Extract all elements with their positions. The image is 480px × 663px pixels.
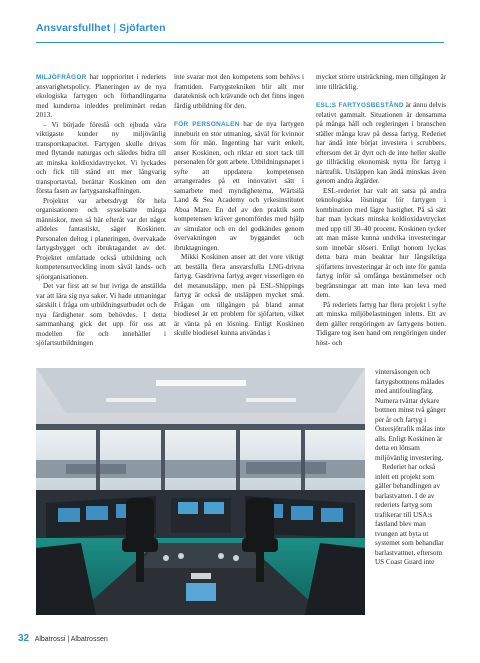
paragraph: Rederiet har också inlett ett projekt som gäller behandlingen av barlastvatten. I de av rederiets fartyg som trafikerar till USA:s fastland blev man tvungen att byta ut systemet som behandlar barlastvattnet, eftersom US Coast Guard inte xyxy=(375,463,444,566)
text-column-2 xyxy=(174,73,304,339)
paragraph: ESL-rederiet har valt att satsa på andra teknologiska lösningar för fartygen i kombination med lägre hastighet. På så sätt har man lyckats minska koldioxidavtrycket med upp till 30–40 procent. Koskinen tycker att man måste kunna undvika investeringar som innebär slöseri. Enligt honom lyckas detta bara man beaktar hur långsiktiga sjöfartens investeringar är och inte för gamla fartyg inför så omfånga bestämmelser och begränsningar att man inte kan leva med dem. xyxy=(316,186,446,299)
paragraph: Projektet var arbetsdrygt för hela organisationen och sysselsatte många människor, men så här efteråt var det något alldeles fantastiskt, säger Koskinen. Personalen deltog i planeringen, övervakade fartygsbygget och ibruktagandet av det. Projektet omfattade också utbildning och kompetensutveckling inom såväl lands- och sjöorganisationen. xyxy=(36,196,166,281)
text-column-1 xyxy=(36,73,166,349)
magazine-name-swedish: Albatrossen xyxy=(70,636,108,643)
header-separator: | xyxy=(113,22,117,34)
footer-separator: | xyxy=(67,636,70,643)
page-number: 32 xyxy=(18,633,30,644)
lead-in-fartygsbestand: ESL:S FARTYGSBESTÅND xyxy=(316,102,404,109)
section-header xyxy=(36,22,166,34)
header-rule xyxy=(36,42,444,43)
magazine-name: Albatrossi xyxy=(34,636,66,643)
paragraph: På rederiets fartyg har flera projekt i syfte att minska miljöbelastningen inletts. Ett av dem gäller rengöringen av fartygens botten. Tidigare tog isen hand om rengöringen under höst- och xyxy=(316,300,446,347)
lead-in-personalen: FÖR PERSONALEN xyxy=(174,121,240,128)
topic-label: Sjöfarten xyxy=(119,22,166,34)
page-footer xyxy=(18,633,108,644)
paragraph: är ännu delvis relativt gammalt. Situationen är densamma på många håll och regleringen i branschen ställer många krav på dessa fartyg. Rederiet har ändå inte börjat investera i scrubbers, eftersom det är dyrt och de inte heller skulle ge tillräcklig ekonomisk nytta för fartyg i närtrafik. Utsläppen kan ändå minskas även genom andra åtgärder. xyxy=(316,101,446,185)
paragraph: har de nya fartygen inneburit en stor utmaning, såväl för kvinnor som för män. Ingenting har varit enkelt, anser Koskinen, och riktar ett stort tack till personalen för gott arbete. Utbildningsnapet i syfte att uppdatera kompetensen arrangerades på ett innovativt sätt i samarbete med myndigheterna, Wärtsilä Land & Sea Academy och yrkesinstitutet Aboa Mare. En del av den praktik som kompetensen kräver genomfördes med hjälp av simulator och en del godkändes genom övervakningen av byggandet och ibruktagningen. xyxy=(174,120,304,252)
ship-bridge-photo xyxy=(36,368,365,615)
text-column-3-continued xyxy=(375,368,447,568)
text-column-3 xyxy=(316,73,446,348)
paragraph: – Vi började föreslå och ejbuda våra viktigaste kunder ny miljövänlig transportkapacitet. Fartygen skulle drivas med flytande naturgas och således bidra till att minska koldioxidavtrycket. Vi lyckades och fick till stånd ett mer långvarig transportavtal, berättar Koskinen om den första fasen av fartygsanskaffningen. xyxy=(36,120,166,195)
paragraph: Det var first att se hur ivriga de anställda var att lära sig nya saker. Vi hade utmaningar särskilt i fråga om utbildningsutbudet och de nya färdigheter som behövdes. I detta sammanhang gick det upp för oss att modellen för och innehållet i sjöfartsutbildningen xyxy=(36,282,166,347)
section-label: Ansvarsfullhet xyxy=(36,22,111,34)
lead-in-miljofragor: MILJÖFRÅGOR xyxy=(36,74,87,81)
paragraph: inte svarar mot den kompetens som behövs i framtiden. Fartygstekniken blir allt mer datateknisk och krävande och det finns ingen färdig utbildning för den. xyxy=(174,73,304,110)
paragraph: Mikki Koskinen anser att det vore viktigt att beställa flera ansvarsfulla LNG-drivna fartyg. Gasdrivna fartyg avger visserligen en del metanutsläpp, men på ESL-Shippings fartyg är också de utsläppen mycket små. Frågan om tillgången på bland annat biodiesel är ett problem för sjöfarten, vilket är vänta på en lösning. Enligt Koskinen skulle biodiesel kunna användas i xyxy=(174,253,304,337)
paragraph: har topprioritet i rederiets ansvarighetspolicy. Planeringen av de nya ekologiska fartygen och förhandlingarna med kunderna inleddes preliminärt redan 2013. xyxy=(36,73,166,119)
paragraph: mycket större utsträckning, men tillgången är inte tillräcklig. xyxy=(316,73,446,91)
paragraph: vintersäsongen och fartygsbottnens målades med antifoulingfärg. Numera tvättar dykare bottnen minst två gånger per år och fartyg i Östersjötrafik målas inte alls. Enligt Koskinen är detta en lönsam miljövänlig investering. xyxy=(375,368,446,462)
